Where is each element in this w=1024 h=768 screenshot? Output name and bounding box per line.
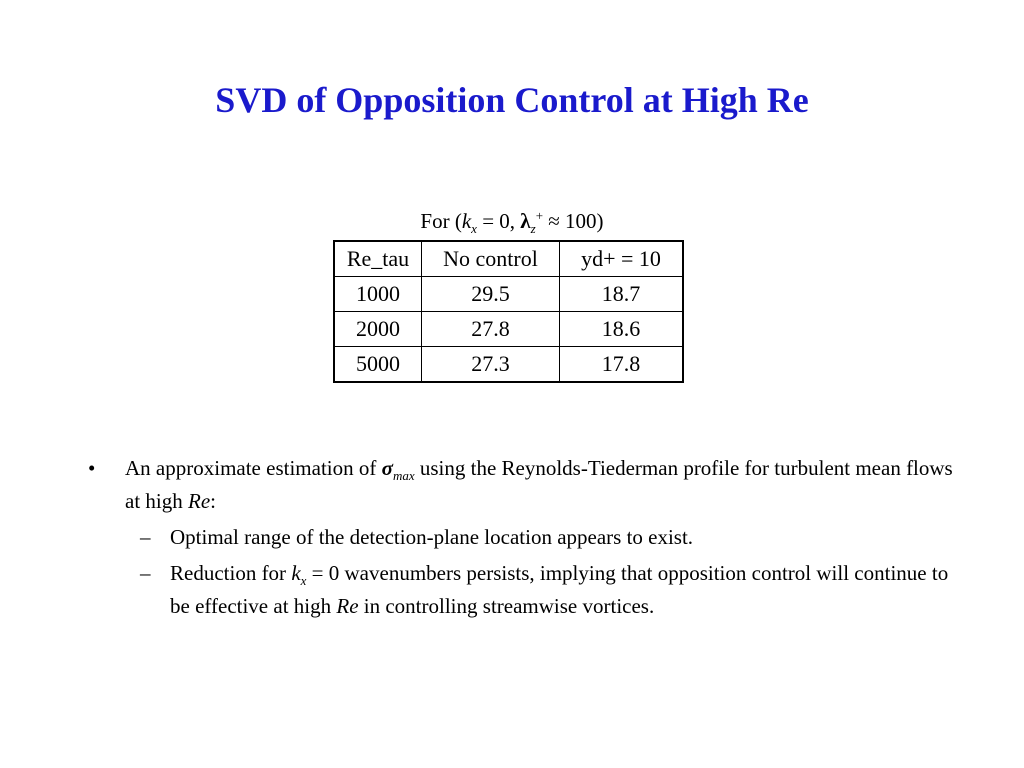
table-cell: 5000: [334, 347, 422, 383]
table-cell: 18.7: [560, 277, 684, 312]
sub-bullet-marker: –: [140, 561, 151, 585]
table-header-cell: No control: [422, 241, 560, 277]
bullet-text: using the Reynolds-Tiederman profile for turbulent mean flows at high: [125, 456, 953, 513]
caption-k-eq: = 0,: [476, 209, 521, 233]
bullet-marker: •: [88, 456, 96, 480]
sub-bullet-text: = 0 wavenumbers persists, implying that opposition control will continue to be effective at high: [170, 561, 949, 618]
table-cell: 27.3: [422, 347, 560, 383]
caption-prefix: For (: [420, 209, 462, 233]
sigma-subscript: max: [392, 468, 415, 484]
k-subscript: x: [300, 573, 307, 589]
sub-bullet-text: Optimal range of the detection-plane location appears to exist.: [170, 525, 694, 549]
caption-lambda-sub: z: [530, 221, 536, 237]
caption-k: k: [461, 209, 472, 233]
sub-bullet-text: in controlling streamwise vortices.: [358, 594, 655, 618]
re-symbol: Re: [336, 594, 359, 618]
table-header-cell: yd+ = 10: [560, 241, 684, 277]
re-symbol: Re: [188, 489, 211, 513]
sub-bullet-item: [88, 521, 968, 554]
table-cell: 2000: [334, 312, 422, 347]
caption-approx: ≈ 100): [543, 209, 604, 233]
bullet-text: An approximate estimation of: [125, 456, 382, 480]
table-cell: 18.6: [560, 312, 684, 347]
table-caption: [0, 203, 1024, 237]
table-row: [334, 347, 683, 383]
table-cell: 1000: [334, 277, 422, 312]
table-row: [334, 312, 683, 347]
results-table: [333, 240, 684, 383]
bullet-item: [88, 452, 968, 518]
sub-bullet-text: Reduction for: [170, 561, 292, 585]
caption-k-sub: x: [471, 221, 477, 237]
table-row: [334, 277, 683, 312]
sigma-symbol: σ: [381, 456, 393, 480]
table-cell: 29.5: [422, 277, 560, 312]
table-cell: 17.8: [560, 347, 684, 383]
sub-bullet-item: [88, 557, 968, 623]
sub-bullet-marker: –: [140, 525, 151, 549]
bullet-text: :: [210, 489, 216, 513]
k-symbol: k: [291, 561, 301, 585]
bullet-list: [88, 452, 968, 623]
slide-title: SVD of Opposition Control at High Re: [215, 80, 809, 120]
caption-lambda-sup: +: [535, 208, 544, 223]
table-header-cell: Re_tau: [334, 241, 422, 277]
caption-lambda: λ: [520, 209, 531, 233]
table-header-row: [334, 241, 683, 277]
table-cell: 27.8: [422, 312, 560, 347]
